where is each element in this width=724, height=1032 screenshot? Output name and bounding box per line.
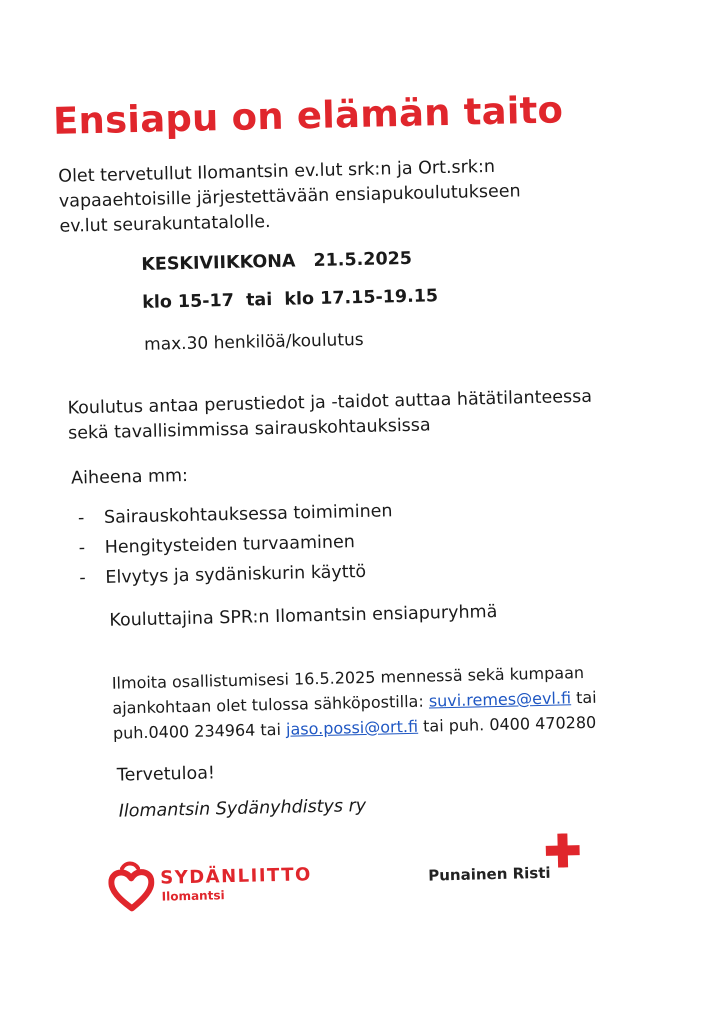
topics-list — [78, 496, 395, 593]
topic-label: Hengitysteiden turvaaminen — [104, 532, 356, 558]
sydanliitto-place: Ilomantsi — [161, 888, 225, 904]
list-item — [79, 556, 394, 593]
organizer-name: Ilomantsin Sydänyhdistys ry — [118, 795, 367, 822]
sydanliitto-wordmark: SYDÄNLIITTO — [160, 864, 313, 889]
event-capacity: max.30 henkilöä/koulutus — [143, 329, 364, 355]
bullet-dash: - — [78, 538, 86, 559]
registration-line: Ilmoita osallistumisesi 16.5.2025 mennessä sekä kumpaan — [111, 663, 585, 693]
registration-text: ajankohtaan olet tulossa sähköpostilla: — [112, 691, 430, 718]
topics-heading: Aiheena mm: — [70, 465, 189, 489]
flyer-title: Ensiapu on elämän taito — [52, 88, 564, 143]
intro-line: vapaaehtoisille järjestettävään ensiapukoulutukseen — [58, 181, 521, 212]
registration-text: tai — [570, 687, 597, 708]
punainen-risti-logo — [427, 833, 598, 897]
bullet-dash: - — [79, 568, 86, 589]
email-link-ort[interactable]: jaso.possi@ort.fi — [285, 716, 419, 739]
registration-text: tai puh. 0400 470280 — [417, 712, 597, 736]
event-times: klo 15-17 tai klo 17.15-19.15 — [141, 286, 439, 313]
punainen-risti-wordmark: Punainen Risti — [428, 863, 551, 885]
topic-label: Sairauskohtauksessa toimiminen — [103, 501, 393, 528]
event-day: KESKIVIIKKONA — [141, 251, 296, 275]
description-paragraph — [67, 385, 593, 447]
email-link-evl[interactable]: suvi.remes@evl.fi — [428, 688, 572, 711]
event-date-line — [141, 249, 412, 275]
intro-paragraph — [58, 153, 600, 240]
event-date: 21.5.2025 — [313, 248, 413, 272]
description-line: Koulutus antaa perustiedot ja -taidot auttaa hätätilanteessa — [67, 386, 593, 419]
intro-line: ev.lut seurakuntatalolle. — [59, 212, 271, 237]
registration-text: puh.0400 234964 tai — [112, 719, 287, 743]
description-line: sekä tavallisimmissa sairauskohtauksissa — [67, 415, 431, 444]
sydanliitto-heart-icon — [108, 860, 155, 915]
sydanliitto-logo — [108, 856, 339, 921]
bullet-dash: - — [77, 508, 85, 529]
topic-label: Elvytys ja sydäniskurin käyttö — [105, 561, 367, 588]
welcome-text: Tervetuloa! — [116, 763, 216, 786]
trainers-line: Kouluttajina SPR:n Ilomantsin ensiapuryhmä — [109, 601, 498, 631]
intro-line: Olet tervetullut Ilomantsin ev.lut srk:n ja Ort.srk:n — [58, 156, 496, 187]
registration-paragraph — [112, 660, 598, 746]
red-cross-icon — [545, 833, 580, 868]
